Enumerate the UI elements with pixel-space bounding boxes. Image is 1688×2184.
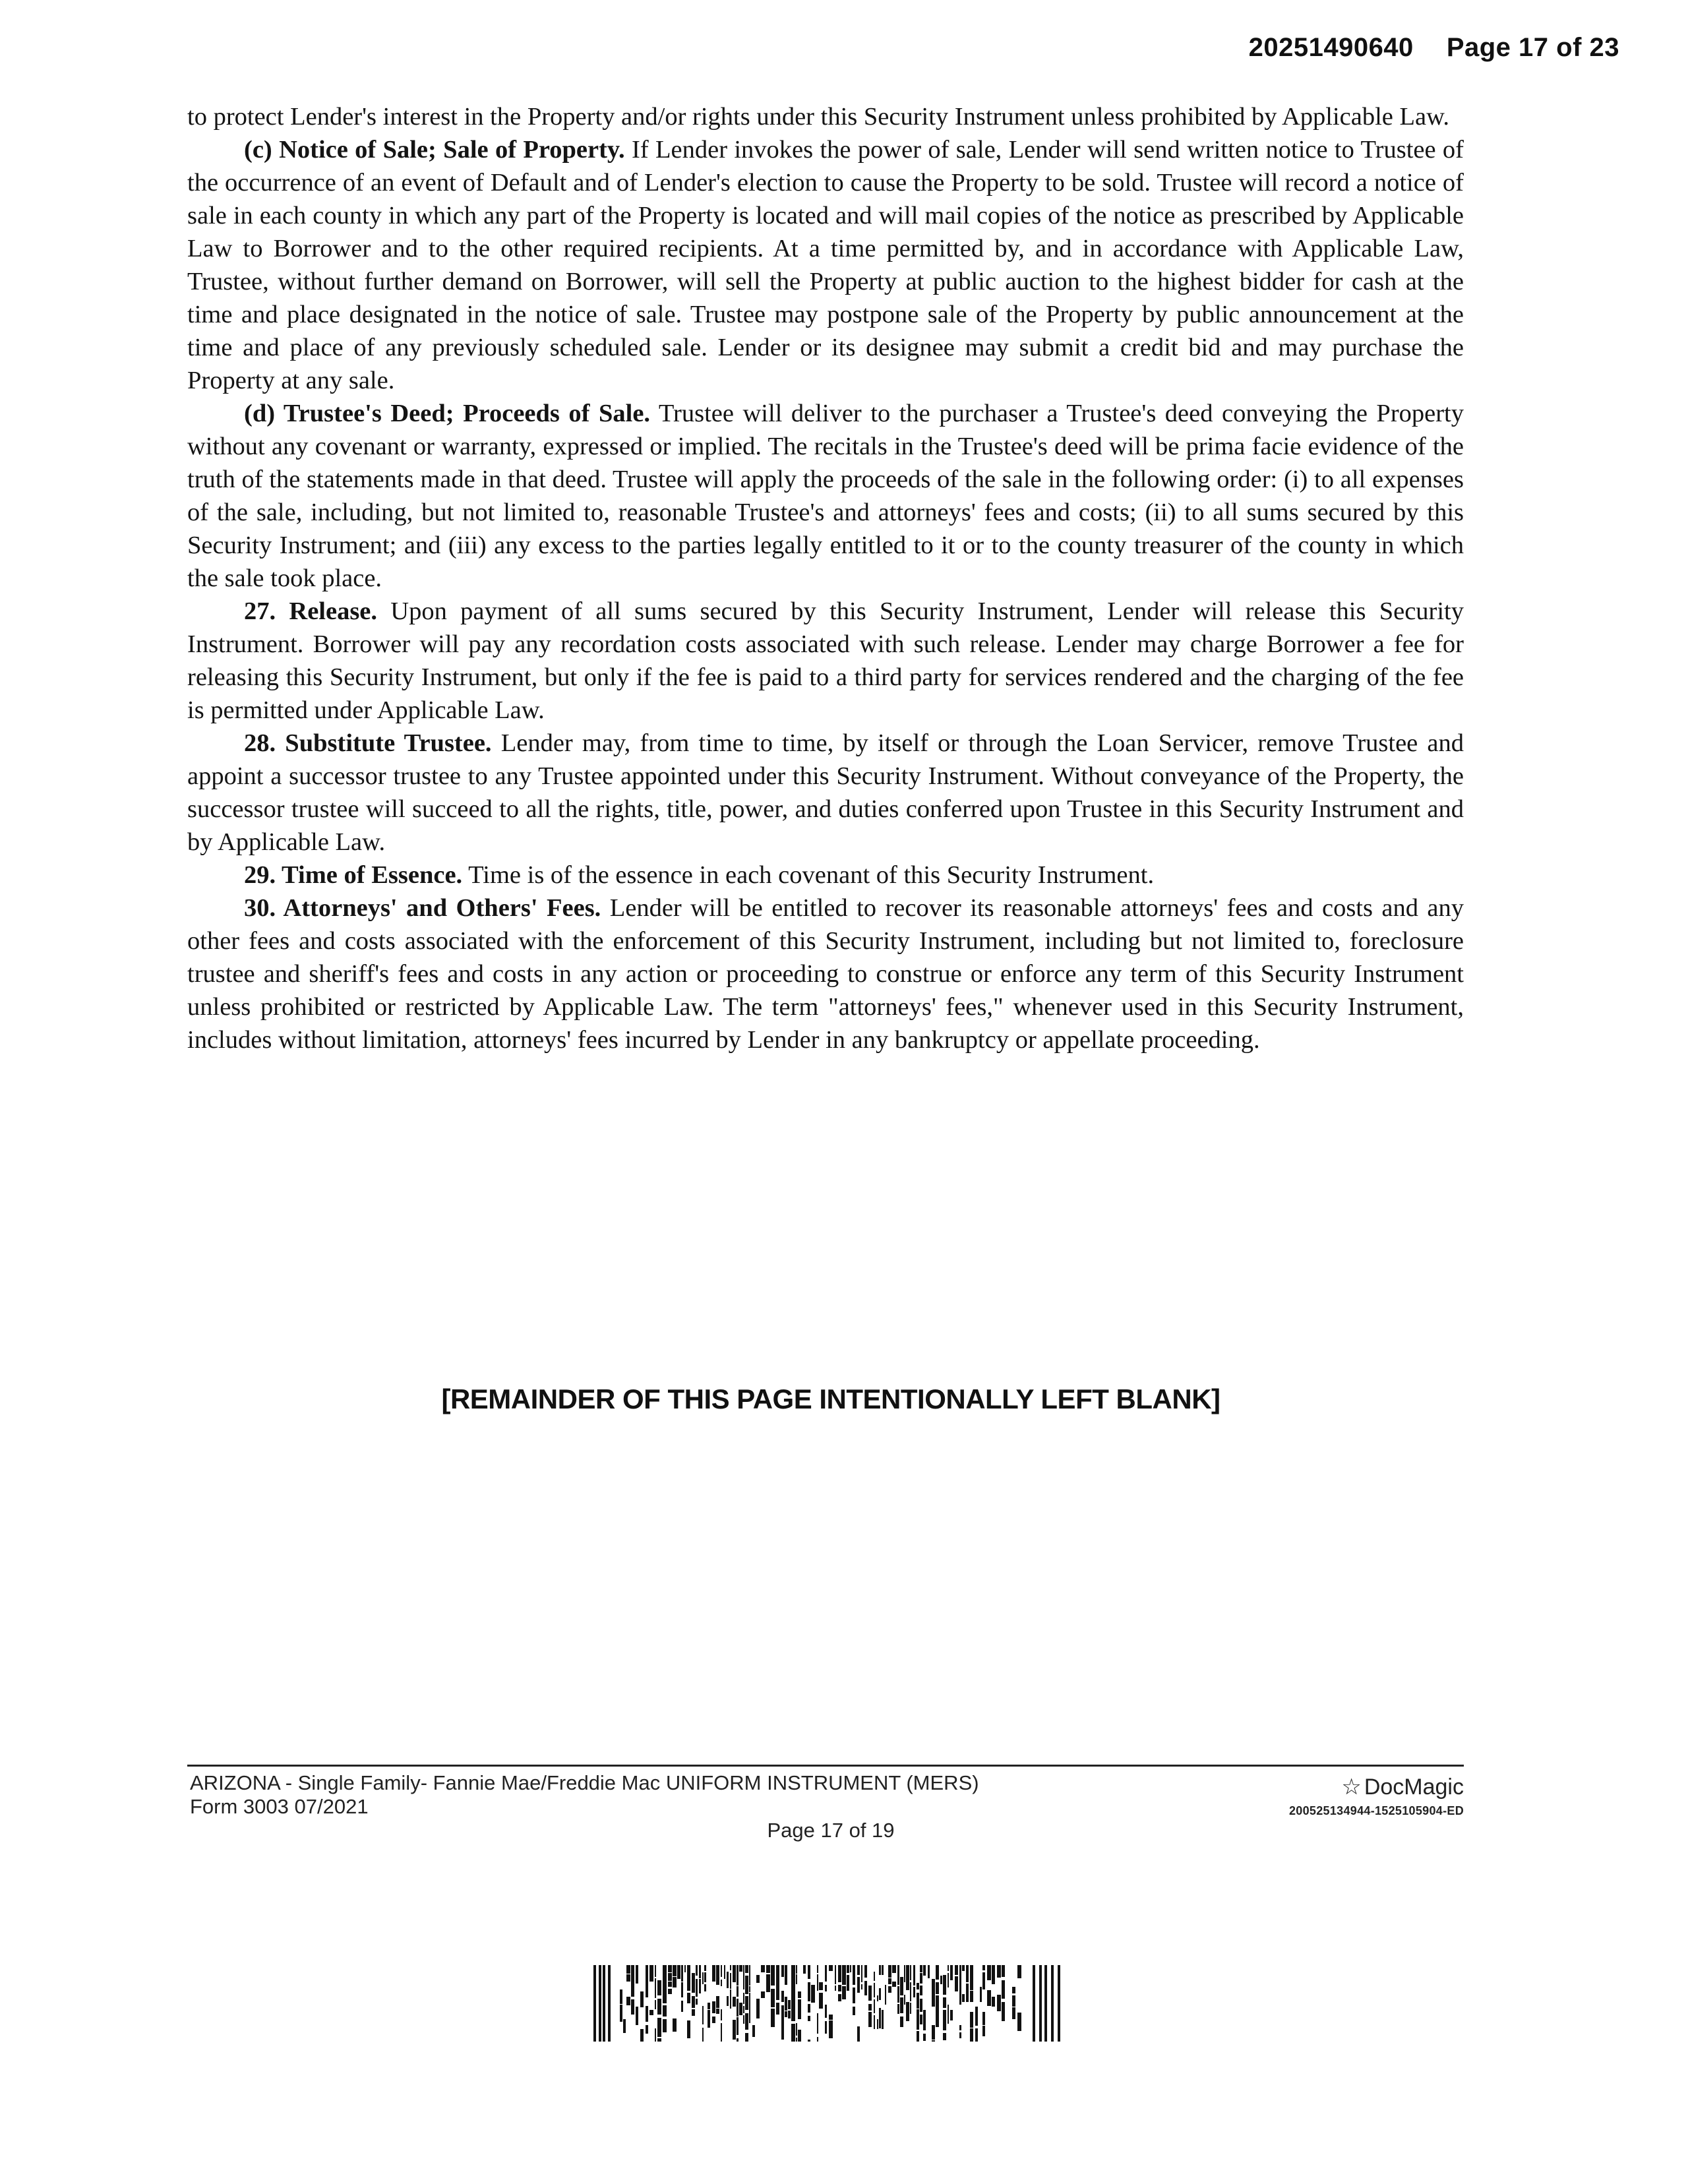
paragraph-notice-of-sale bbox=[187, 133, 1464, 397]
footer-form-info bbox=[190, 1771, 979, 1819]
section-text: Time is of the essence in each covenant of this Security Instrument. bbox=[462, 861, 1155, 889]
document-body bbox=[187, 100, 1464, 1056]
section-heading: 29. Time of Essence. bbox=[244, 861, 463, 889]
paragraph-trustees-deed bbox=[187, 397, 1464, 595]
section-heading: 28. Substitute Trustee. bbox=[244, 729, 492, 757]
docmagic-logo bbox=[1341, 1774, 1464, 1800]
section-heading: 30. Attorneys' and Others' Fees. bbox=[244, 894, 601, 922]
star-icon: ☆ bbox=[1341, 1774, 1362, 1800]
section-text: Lender will be entitled to recover its reasonable attorneys' fees and costs and any other fees and costs associated with the enforcement of this Security Instrument, including but not limited to, foreclosure trustee and sheriff's fees and costs in any action or proceeding to construe or enforce any term of this Security Instrument unless prohibited or restricted by Applicable Law. The term "attorneys' fees," whenever used in this Security Instrument, includes without limitation, attorneys' fees incurred by Lender in any bankruptcy or appellate proceeding. bbox=[187, 894, 1464, 1054]
section-heading: (d) Trustee's Deed; Proceeds of Sale. bbox=[244, 400, 651, 427]
section-text: Lender may, from time to time, by itself or through the Loan Servicer, remove Trustee and appoint a successor trustee to any Trustee appointed under this Security Instrument. Without conveyance of the Property, the successor trustee will succeed to all the rights, title, power, and duties conferred upon Trustee in this Security Instrument and by Applicable Law. bbox=[187, 729, 1464, 856]
section-text: Upon payment of all sums secured by this Security Instrument, Lender will release this Security Instrument. Borrower will pay any recordation costs associated with such release. Lender may charge Borrower a fee for releasing this Security Instrument, but only if the fee is paid to a third party for services rendered and the charging of the fee is permitted under Applicable Law. bbox=[187, 597, 1464, 724]
section-text: Trustee will deliver to the purchaser a Trustee's deed conveying the Property without any covenant or warranty, expressed or implied. The recitals in the Trustee's deed will be prima facie evidence of the truth of the statements made in that deed. Trustee will apply the proceeds of the sale in the following order: (i) to all expenses of the sale, including, but not limited to, reasonable Trustee's and attorneys' fees and costs; (ii) to all sums secured by this Security Instrument; and (iii) any excess to the parties legally entitled to it or to the county treasurer of the county in which the sale took place. bbox=[187, 400, 1464, 592]
form-title: ARIZONA - Single Family- Fannie Mae/Freddie Mac UNIFORM INSTRUMENT (MERS) bbox=[190, 1771, 979, 1794]
brand-name: DocMagic bbox=[1364, 1774, 1464, 1800]
footer-page-number: Page 17 of 19 bbox=[767, 1819, 895, 1842]
paragraph-attorneys-fees bbox=[187, 892, 1464, 1056]
section-text: If Lender invokes the power of sale, Lender will send written notice to Trustee of the occurrence of an event of Default and of Lender's election to cause the Property to be sold. Trustee will record a notice of sale in each county in which any part of the Property is located and will mail copies of the notice as prescribed by Applicable Law to Borrower and to the other required recipients. At a time permitted by, and in accordance with Applicable Law, Trustee, without further demand on Borrower, will sell the Property at public auction to the highest bidder for cash at the time and place designated in the notice of sale. Trustee may postpone sale of the Property by public announcement at the time and place of any previously scheduled sale. Lender or its designee may submit a credit bid and may purchase the Property at any sale. bbox=[187, 136, 1464, 394]
blank-page-notice: [REMAINDER OF THIS PAGE INTENTIONALLY LEFT BLANK] bbox=[441, 1383, 1221, 1414]
footer-divider bbox=[187, 1765, 1464, 1767]
recording-page-label: Page 17 of 23 bbox=[1446, 33, 1619, 62]
document-id: 200525134944-1525105904-ED bbox=[1288, 1804, 1464, 1817]
form-number: Form 3003 07/2021 bbox=[190, 1795, 369, 1818]
recording-number: 20251490640 bbox=[1248, 33, 1414, 62]
section-heading: (c) Notice of Sale; Sale of Property. bbox=[244, 136, 625, 164]
paragraph-time-of-essence bbox=[187, 859, 1464, 892]
barcode-image bbox=[593, 1965, 1063, 2042]
paragraph-substitute-trustee bbox=[187, 727, 1464, 859]
section-heading: 27. Release. bbox=[244, 597, 378, 625]
recording-header bbox=[1249, 33, 1619, 63]
paragraph-release bbox=[187, 595, 1464, 727]
continuation-paragraph: to protect Lender's interest in the Property and/or rights under this Security Instrument unless prohibited by Applicable Law. bbox=[187, 103, 1450, 131]
